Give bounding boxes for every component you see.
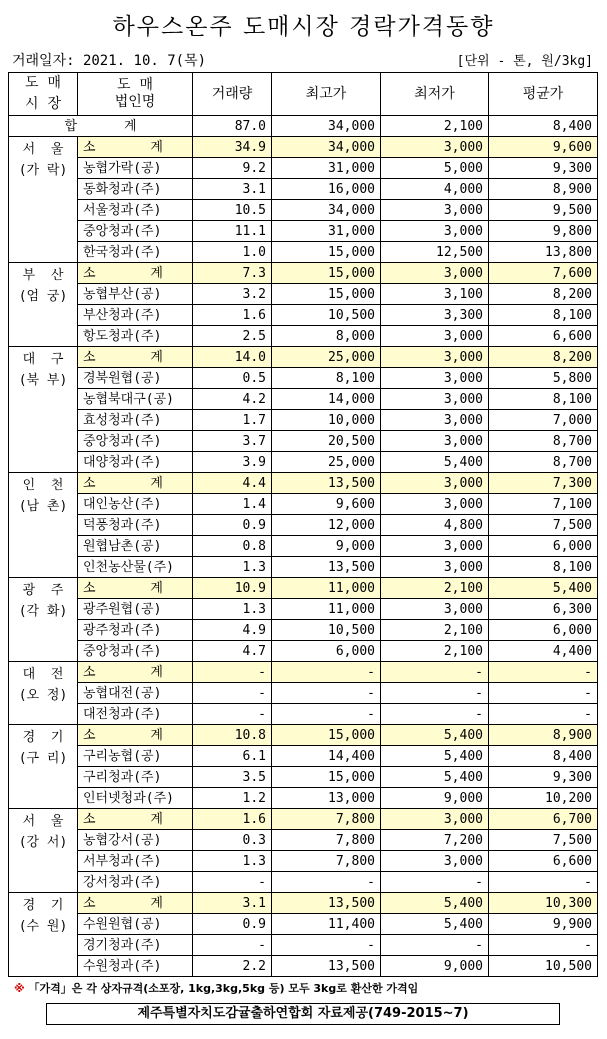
max-price-cell: 7,800 [272,830,381,851]
max-price-cell: 7,800 [272,851,381,872]
min-price-cell: 5,400 [381,914,489,935]
max-price-cell: 13,500 [272,956,381,977]
table-row [9,200,598,221]
note-mark: ※ [14,982,25,995]
max-price-cell: 8,000 [272,326,381,347]
avg-price-cell: 6,700 [489,809,598,830]
max-price-cell: - [272,683,381,704]
table-row [9,242,598,263]
table-row [9,494,598,515]
table-row [9,851,598,872]
trade-date: 거래일자: 2021. 10. 7(목) [12,53,207,69]
volume-cell: 0.5 [193,368,272,389]
note-text: 「가격」은 각 상자규격(소포장, 1kg,3kg,5kg 등) 모두 3kg로 환산한 가격임 [28,982,419,995]
avg-price-cell: 10,500 [489,956,598,977]
corp-cell: 경북원협(공) [78,368,193,389]
avg-price-cell: 8,900 [489,725,598,746]
avg-price-cell: 6,000 [489,620,598,641]
table-row [9,326,598,347]
corp-cell: 광주원협(공) [78,599,193,620]
volume-cell: 3.5 [193,767,272,788]
max-price-cell: 31,000 [272,221,381,242]
min-price-cell: 3,300 [381,305,489,326]
max-price-cell: 15,000 [272,263,381,284]
min-price-cell: 3,000 [381,368,489,389]
max-price-cell: 7,800 [272,809,381,830]
corp-cell: 소 계 [78,809,193,830]
table-row [9,599,598,620]
corp-cell: 효성청과(주) [78,410,193,431]
price-table [8,72,598,977]
min-price-cell: 3,000 [381,326,489,347]
volume-cell: 3.7 [193,431,272,452]
table-row [9,557,598,578]
market-cell: 광 주 (각 화) [9,578,78,662]
volume-cell: 1.6 [193,809,272,830]
volume-cell: 1.7 [193,410,272,431]
avg-price-cell: 9,300 [489,158,598,179]
header-min: 최저가 [381,73,489,116]
table-row [9,158,598,179]
table-row [9,536,598,557]
min-price-cell: 3,000 [381,221,489,242]
subtotal-row [9,347,598,368]
min-price-cell: 5,400 [381,746,489,767]
avg-price-cell: 8,200 [489,347,598,368]
corp-cell: 중앙청과(주) [78,431,193,452]
max-price-cell: - [272,872,381,893]
subtotal-row [9,578,598,599]
min-price-cell: 3,000 [381,851,489,872]
min-price-cell: 3,000 [381,200,489,221]
min-price-cell: 2,100 [381,641,489,662]
avg-price-cell: - [489,872,598,893]
max-price-cell: 15,000 [272,284,381,305]
market-cell: 경 기 (수 원) [9,893,78,977]
avg-price-cell: 7,500 [489,515,598,536]
avg-price-cell: - [489,662,598,683]
max-price-cell: - [272,935,381,956]
avg-price-cell: 8,100 [489,305,598,326]
market-cell: 인 천 (남 촌) [9,473,78,578]
subtotal-row [9,893,598,914]
avg-price-cell: 8,100 [489,557,598,578]
max-price-cell: 9,000 [272,536,381,557]
avg-price-cell: 8,100 [489,389,598,410]
max-price-cell: 10,500 [272,620,381,641]
avg-price-cell: 5,800 [489,368,598,389]
volume-cell: 1.3 [193,557,272,578]
page-title: 하우스온주 도매시장 경락가격동향 [112,14,495,40]
min-price-cell: 4,000 [381,179,489,200]
header-volume: 거래량 [193,73,272,116]
avg-price-cell: 7,300 [489,473,598,494]
header-corp: 도 매 법인명 [78,73,193,116]
market-cell: 서 울 (가 락) [9,137,78,263]
min-price-cell: 3,000 [381,263,489,284]
avg-price-cell: 6,300 [489,599,598,620]
max-price-cell: - [272,704,381,725]
min-price-cell: 3,000 [381,809,489,830]
table-row [9,620,598,641]
volume-cell: 1.3 [193,599,272,620]
min-price-cell: 9,000 [381,788,489,809]
max-price-cell: 13,500 [272,893,381,914]
avg-price-cell: 9,300 [489,767,598,788]
avg-price-cell: 10,300 [489,893,598,914]
avg-price-cell: 5,400 [489,578,598,599]
table-row [9,284,598,305]
max-price-cell: 10,500 [272,305,381,326]
subtotal-row [9,473,598,494]
max-price-cell: 20,500 [272,431,381,452]
max-price-cell: 13,500 [272,473,381,494]
min-price-cell: 3,000 [381,599,489,620]
footnote [14,980,418,996]
corp-cell: 소 계 [78,263,193,284]
volume-cell: 14.0 [193,347,272,368]
max-price-cell: 6,000 [272,641,381,662]
subtotal-row [9,809,598,830]
header-avg: 평균가 [489,73,598,116]
max-price-cell: 11,000 [272,578,381,599]
avg-price-cell: 7,500 [489,830,598,851]
corp-cell: 농협북대구(공) [78,389,193,410]
corp-cell: 소 계 [78,725,193,746]
volume-cell: 3.2 [193,284,272,305]
subtotal-row [9,137,598,158]
table-row [9,746,598,767]
min-price-cell: 3,100 [381,284,489,305]
min-price-cell: 7,200 [381,830,489,851]
volume-cell: 1.4 [193,494,272,515]
table-row [9,956,598,977]
corp-cell: 수원청과(주) [78,956,193,977]
min-price-cell: 3,000 [381,410,489,431]
avg-price-cell: 6,600 [489,326,598,347]
volume-cell: 4.7 [193,641,272,662]
volume-cell: - [193,872,272,893]
table-row [9,515,598,536]
table-row [9,641,598,662]
header-market: 도 매 시 장 [9,73,78,116]
table-row [9,914,598,935]
table-row [9,389,598,410]
min-price-cell: 9,000 [381,956,489,977]
min-price-cell: 3,000 [381,536,489,557]
max-price-cell: 34,000 [272,200,381,221]
max-price-cell: 11,000 [272,599,381,620]
volume-cell: 11.1 [193,221,272,242]
volume-cell: 2.5 [193,326,272,347]
table-row [9,221,598,242]
volume-cell: 4.2 [193,389,272,410]
corp-cell: 광주청과(주) [78,620,193,641]
total-label: 합 계 [9,116,193,137]
table-row [9,788,598,809]
min-price-cell: 3,000 [381,431,489,452]
unit-label: [단위 - 톤, 원/3kg] [456,54,593,69]
min-price-cell: 5,400 [381,767,489,788]
market-cell: 부 산 (엄 궁) [9,263,78,347]
max-price-cell: 31,000 [272,158,381,179]
table-row [9,872,598,893]
volume-cell: 6.1 [193,746,272,767]
table-row [9,431,598,452]
max-price-cell: 9,600 [272,494,381,515]
min-price-cell: 3,000 [381,494,489,515]
avg-price-cell: 8,400 [489,746,598,767]
volume-cell: 0.3 [193,830,272,851]
avg-price-cell: 9,500 [489,200,598,221]
max-price-cell: 10,000 [272,410,381,431]
market-cell: 경 기 (구 리) [9,725,78,809]
max-price-cell: 34,000 [272,137,381,158]
avg-price-cell: - [489,935,598,956]
volume-cell: 3.9 [193,452,272,473]
avg-price-cell: - [489,683,598,704]
corp-cell: 인터넷청과(주) [78,788,193,809]
corp-cell: 소 계 [78,137,193,158]
volume-cell: 4.9 [193,620,272,641]
market-cell: 대 전 (오 정) [9,662,78,725]
corp-cell: 대양청과(주) [78,452,193,473]
subtotal-row [9,725,598,746]
min-price-cell: 2,100 [381,578,489,599]
market-cell: 대 구 (북 부) [9,347,78,473]
max-price-cell: 14,000 [272,389,381,410]
min-price-cell: 5,400 [381,893,489,914]
min-price-cell: 3,000 [381,557,489,578]
corp-cell: 원협남촌(공) [78,536,193,557]
total-volume: 87.0 [193,116,272,137]
table-row [9,305,598,326]
corp-cell: 서울청과(주) [78,200,193,221]
min-price-cell: - [381,662,489,683]
min-price-cell: 5,400 [381,725,489,746]
table-row [9,179,598,200]
volume-cell: 0.9 [193,515,272,536]
avg-price-cell: 7,100 [489,494,598,515]
total-avg: 8,400 [489,116,598,137]
corp-cell: 소 계 [78,578,193,599]
corp-cell: 대인농산(주) [78,494,193,515]
max-price-cell: 25,000 [272,452,381,473]
corp-cell: 소 계 [78,473,193,494]
volume-cell: 10.5 [193,200,272,221]
min-price-cell: 3,000 [381,473,489,494]
avg-price-cell: 9,800 [489,221,598,242]
max-price-cell: 11,400 [272,914,381,935]
corp-cell: 대전청과(주) [78,704,193,725]
volume-cell: 1.3 [193,851,272,872]
volume-cell: 3.1 [193,179,272,200]
corp-cell: 동화청과(주) [78,179,193,200]
min-price-cell: 3,000 [381,137,489,158]
min-price-cell: 4,800 [381,515,489,536]
avg-price-cell: 9,600 [489,137,598,158]
min-price-cell: - [381,935,489,956]
avg-price-cell: 7,600 [489,263,598,284]
volume-cell: 0.9 [193,914,272,935]
corp-cell: 수원원협(공) [78,914,193,935]
corp-cell: 부산청과(주) [78,305,193,326]
max-price-cell: 14,400 [272,746,381,767]
total-row [9,116,598,137]
min-price-cell: 5,400 [381,452,489,473]
volume-cell: - [193,662,272,683]
min-price-cell: - [381,704,489,725]
corp-cell: 구리청과(주) [78,767,193,788]
volume-cell: 4.4 [193,473,272,494]
volume-cell: - [193,704,272,725]
volume-cell: - [193,683,272,704]
table-row [9,452,598,473]
corp-cell: 인천농산물(주) [78,557,193,578]
total-max: 34,000 [272,116,381,137]
source-footer: 제주특별자치도감귤출하연합회 자료제공(749-2015~7) [46,1003,560,1025]
avg-price-cell: 10,200 [489,788,598,809]
corp-cell: 경기청과(주) [78,935,193,956]
volume-cell: 1.2 [193,788,272,809]
min-price-cell: 5,000 [381,158,489,179]
volume-cell: 1.0 [193,242,272,263]
corp-cell: 덕풍청과(주) [78,515,193,536]
max-price-cell: 12,000 [272,515,381,536]
table-row [9,830,598,851]
volume-cell: 1.6 [193,305,272,326]
volume-cell: 0.8 [193,536,272,557]
table-row [9,368,598,389]
avg-price-cell: 8,200 [489,284,598,305]
table-row [9,767,598,788]
total-min: 2,100 [381,116,489,137]
market-cell: 서 울 (강 서) [9,809,78,893]
avg-price-cell: 8,700 [489,431,598,452]
corp-cell: 서부청과(주) [78,851,193,872]
corp-cell: 한국청과(주) [78,242,193,263]
volume-cell: 2.2 [193,956,272,977]
table-row [9,683,598,704]
corp-cell: 구리농협(공) [78,746,193,767]
volume-cell: 10.8 [193,725,272,746]
max-price-cell: 8,100 [272,368,381,389]
max-price-cell: 16,000 [272,179,381,200]
max-price-cell: 15,000 [272,725,381,746]
max-price-cell: - [272,662,381,683]
max-price-cell: 13,500 [272,557,381,578]
min-price-cell: 3,000 [381,347,489,368]
max-price-cell: 15,000 [272,242,381,263]
min-price-cell: 3,000 [381,389,489,410]
min-price-cell: - [381,872,489,893]
min-price-cell: 2,100 [381,620,489,641]
avg-price-cell: 4,400 [489,641,598,662]
volume-cell: 3.1 [193,893,272,914]
table-row [9,410,598,431]
avg-price-cell: - [489,704,598,725]
corp-cell: 중앙청과(주) [78,641,193,662]
header-max: 최고가 [272,73,381,116]
corp-cell: 소 계 [78,662,193,683]
avg-price-cell: 7,000 [489,410,598,431]
subtotal-row [9,662,598,683]
corp-cell: 농협가락(공) [78,158,193,179]
corp-cell: 농협대전(공) [78,683,193,704]
volume-cell: - [193,935,272,956]
avg-price-cell: 6,000 [489,536,598,557]
volume-cell: 7.3 [193,263,272,284]
max-price-cell: 15,000 [272,767,381,788]
corp-cell: 소 계 [78,893,193,914]
subtotal-row [9,263,598,284]
volume-cell: 10.9 [193,578,272,599]
volume-cell: 9.2 [193,158,272,179]
min-price-cell: 12,500 [381,242,489,263]
volume-cell: 34.9 [193,137,272,158]
corp-cell: 농협부산(공) [78,284,193,305]
corp-cell: 농협강서(공) [78,830,193,851]
max-price-cell: 25,000 [272,347,381,368]
corp-cell: 항도청과(주) [78,326,193,347]
table-header-row [9,73,598,116]
avg-price-cell: 6,600 [489,851,598,872]
min-price-cell: - [381,683,489,704]
corp-cell: 중앙청과(주) [78,221,193,242]
avg-price-cell: 8,900 [489,179,598,200]
max-price-cell: 13,000 [272,788,381,809]
avg-price-cell: 8,700 [489,452,598,473]
corp-cell: 강서청과(주) [78,872,193,893]
table-row [9,704,598,725]
avg-price-cell: 9,900 [489,914,598,935]
avg-price-cell: 13,800 [489,242,598,263]
table-row [9,935,598,956]
corp-cell: 소 계 [78,347,193,368]
